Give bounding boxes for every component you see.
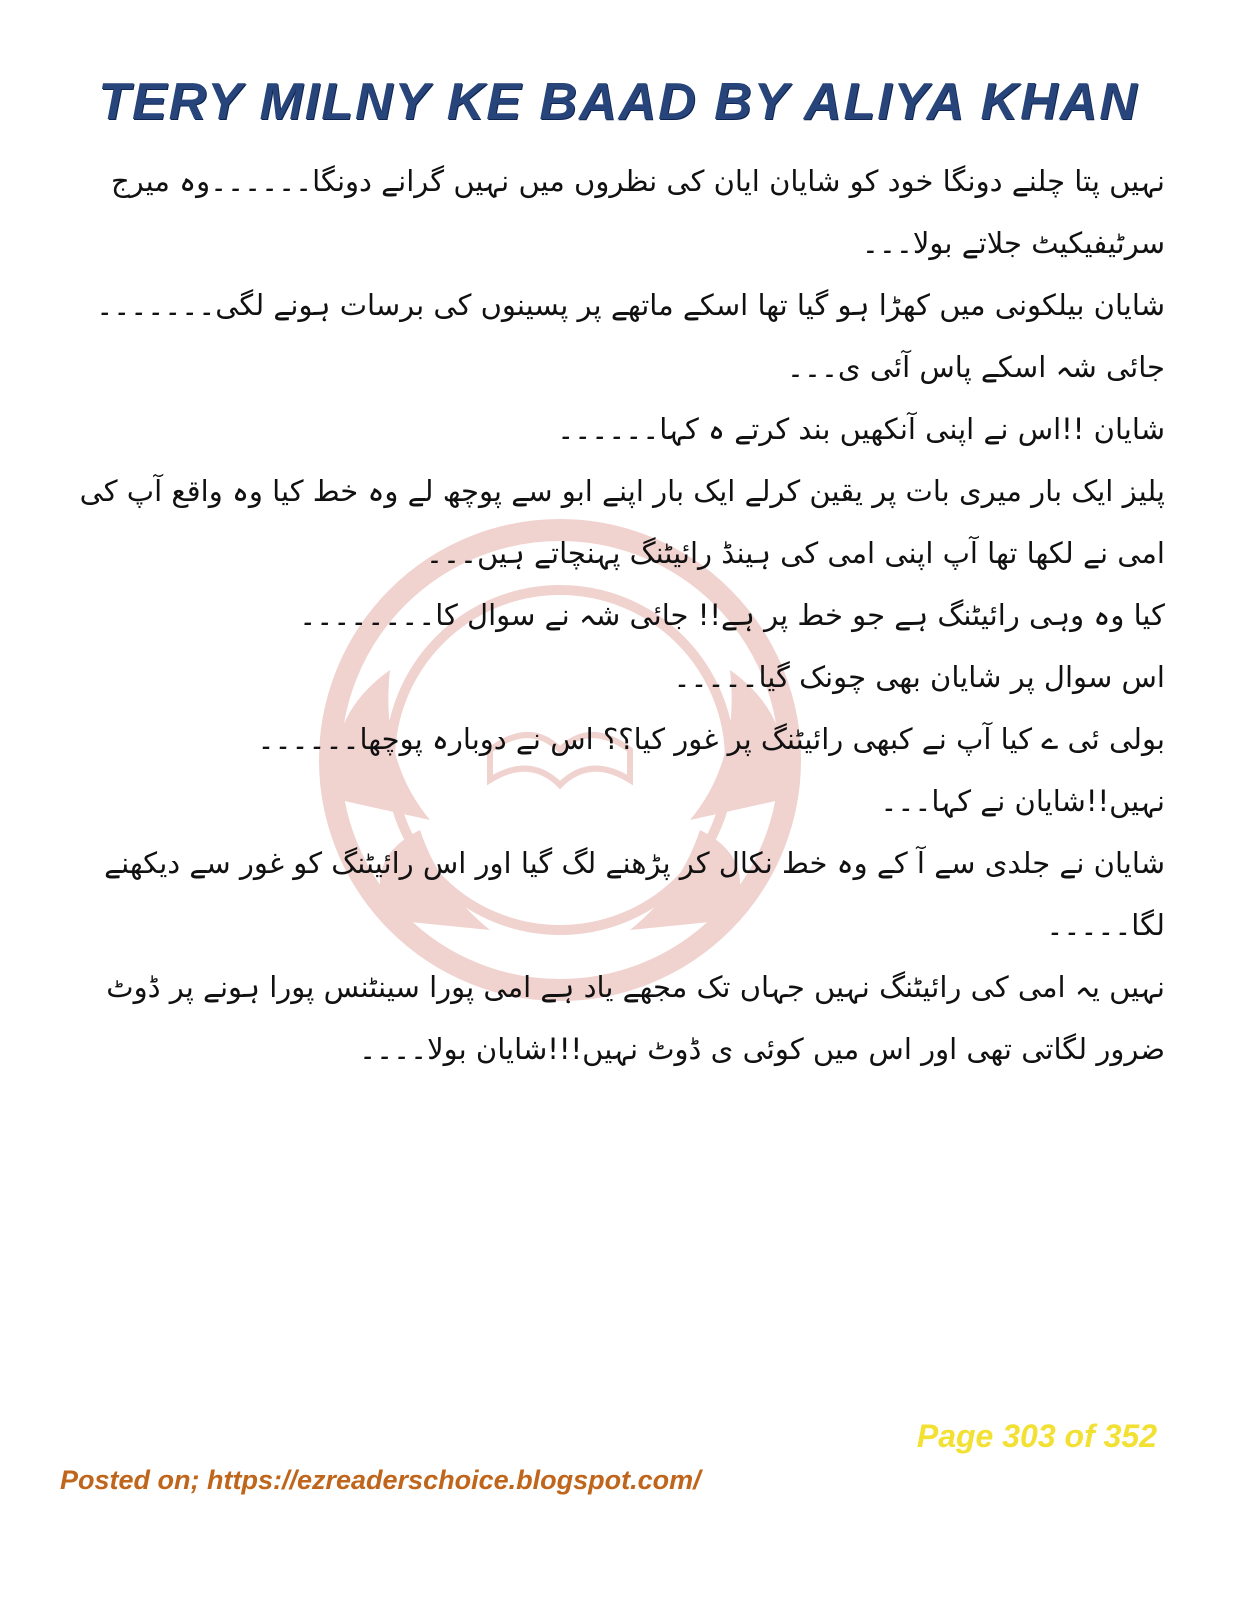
paragraph-7: اس سوال پر شایان بھی چونک گیا۔۔۔۔۔ [673, 660, 1165, 694]
page-number: Page 303 of 352 [916, 1418, 1157, 1454]
paragraph-1: نہیں پتا چلنے دونگا خود کو شایان ایان کی نظروں میں نہیں گرانے دونگا۔۔۔۔۔۔وہ میرج سرٹیفیکیٹ جلاتے بولا۔۔۔ [110, 164, 1165, 260]
paragraph-11: نہیں یہ امی کی رائیٹنگ نہیں جہاں تک مجھے یاد ہے امی پورا سینٹنس پورا ہونے پر ڈوٹ ضرور لگاتی تھی اور اس میں کوئی ی ڈوٹ نہیں!!!شایان بولا۔۔۔۔ [106, 970, 1165, 1066]
paragraph-2: شایان بیلکونی میں کھڑا ہو گیا تھا اسکے ماتھے پر پسینوں کی برسات ہونے لگی۔۔۔۔۔۔۔ [96, 288, 1165, 322]
document-title: TERY MILNY KE BAAD BY ALIYA KHAN [98, 73, 1139, 131]
paragraph-4: شایان !!اس نے اپنی آنکھیں بند کرتے ہ کہا۔۔۔۔۔۔ [557, 412, 1165, 446]
paragraph-5: پلیز ایک بار میری بات پر یقین کرلے ایک بار اپنے ابو سے پوچھ لے وہ خط کیا وہ واقع آپ کی امی نے لکھا تھا آپ اپنی امی کی ہینڈ رائیٹنگ پہنچاتے ہیں۔۔۔ [79, 474, 1165, 570]
paragraph-3: جائی شہ اسکے پاس آئی ی۔۔۔ [786, 350, 1165, 384]
story-body [60, 150, 1165, 1080]
paragraph-9: نہیں!!شایان نے کہا۔۔۔ [880, 784, 1165, 818]
paragraph-8: بولی ئی ے کیا آپ نے کبھی رائیٹنگ پر غور کیا؟؟ اس نے دوبارہ پوچھا۔۔۔۔۔۔ [257, 722, 1165, 756]
posted-on-footer: Posted on; https://ezreaderschoice.blogspot.com/ [60, 1465, 701, 1495]
paragraph-10: شایان نے جلدی سے آ کے وہ خط نکال کر پڑھنے لگ گیا اور اس رائیٹنگ کو غور سے دیکھنے لگا۔۔۔۔۔ [104, 846, 1165, 942]
paragraph-6: کیا وہ وہی رائیٹنگ ہے جو خط پر ہے!! جائی شہ نے سوال کا۔۔۔۔۔۔۔۔ [299, 598, 1165, 632]
